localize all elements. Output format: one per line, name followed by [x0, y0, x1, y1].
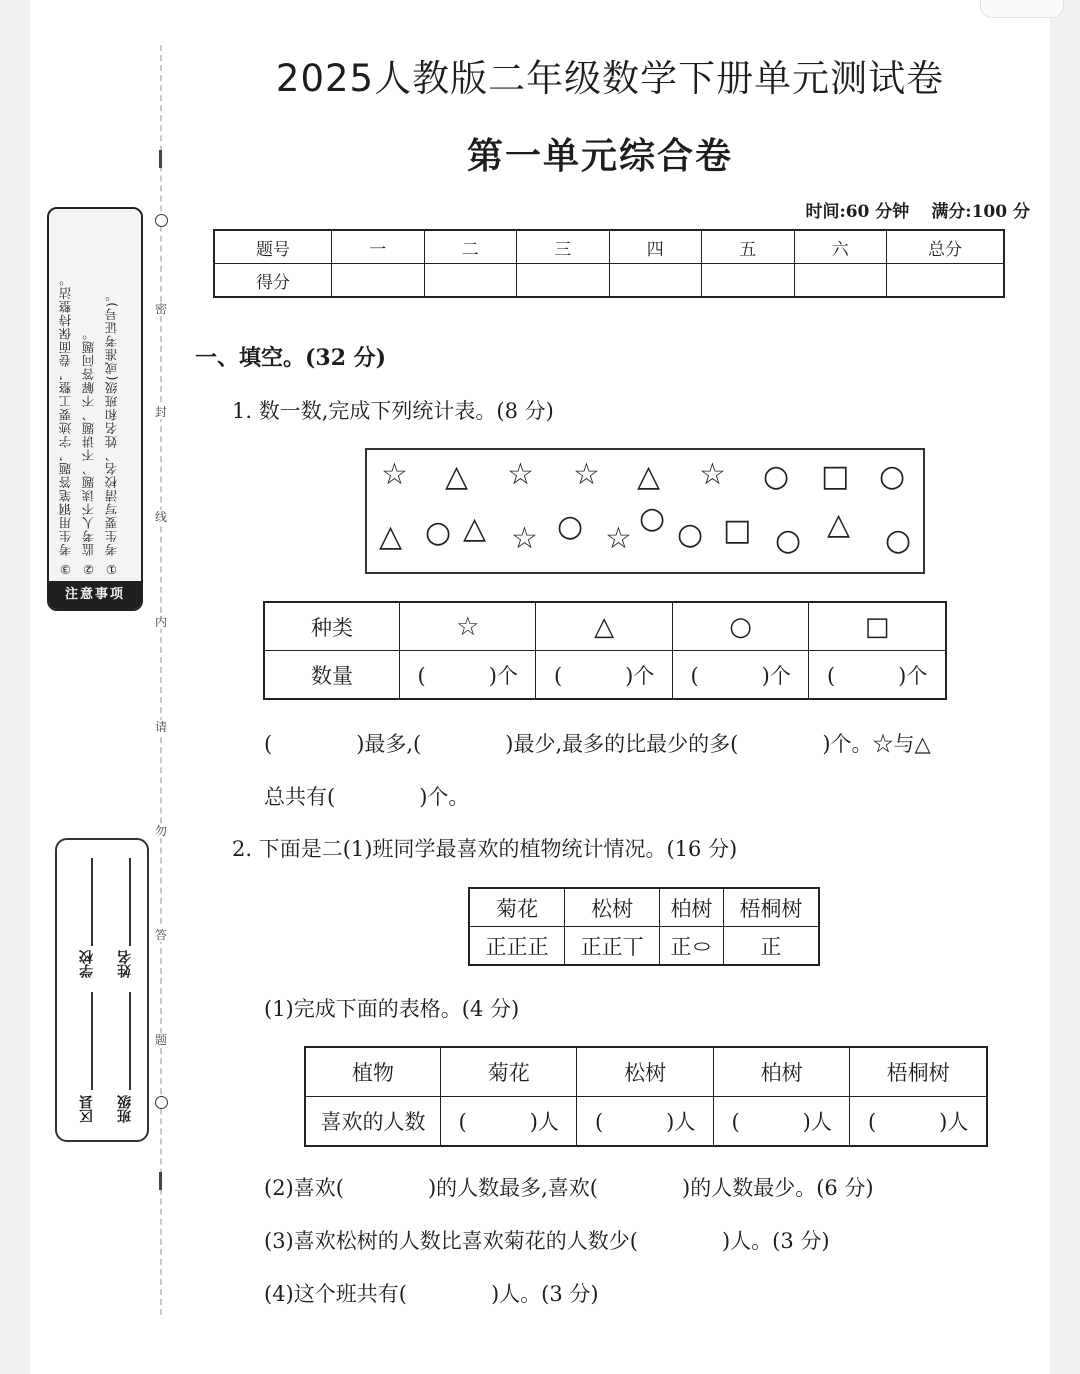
binding-hole: [155, 1096, 168, 1109]
tally-marks: 正㇣: [660, 927, 724, 966]
score-header-cell: 五: [702, 230, 795, 264]
count-blank[interactable]: ( )个: [400, 651, 536, 700]
q2-sub3[interactable]: (3)喜欢松树的人数比喜欢菊花的人数少( )人。(3 分): [264, 1229, 830, 1253]
class-label: 班级: [117, 1095, 133, 1123]
score-cell[interactable]: [794, 264, 887, 298]
plant-name: 柏树: [713, 1047, 849, 1097]
exam-title: 2025人教版二年级数学下册单元测试卷: [275, 57, 945, 100]
name-label: 姓名: [117, 950, 133, 978]
plant-count-row: [305, 1097, 987, 1147]
seal-char: 勿: [154, 824, 167, 838]
tally-header: 松树: [565, 888, 660, 927]
kind-label: 种类: [264, 602, 400, 651]
count-row: [264, 651, 946, 700]
score-table-score-row: [214, 264, 1004, 298]
plant-count-blank[interactable]: ( )人: [441, 1097, 577, 1147]
score-table: [213, 229, 1005, 298]
tally-mark-row: [469, 927, 819, 966]
unit-subtitle: 第一单元综合卷: [466, 135, 733, 177]
tally-marks: 正正丅: [565, 927, 660, 966]
plant-count-label: 喜欢的人数: [305, 1097, 441, 1147]
district-blank[interactable]: [91, 992, 93, 1090]
exam-meta: [740, 197, 1030, 222]
score-header-cell: 二: [424, 230, 517, 264]
score-cell[interactable]: [332, 264, 425, 298]
tally-marks: 正正正: [469, 927, 565, 966]
star-icon: ☆: [400, 602, 536, 651]
tally-header: 菊花: [469, 888, 565, 927]
tally-table: [468, 887, 820, 966]
score-cell[interactable]: [887, 264, 1005, 298]
triangle-icon: △: [536, 602, 672, 651]
q2-sub2[interactable]: (2)喜欢( )的人数最多,喜欢( )的人数最少。(6 分): [264, 1176, 874, 1200]
q1-fill-line-2[interactable]: 总共有( )个。: [264, 785, 470, 809]
square-shape: □: [723, 513, 752, 548]
score-cell[interactable]: [609, 264, 702, 298]
question-1-title: 1. 数一数,完成下列统计表。(8 分): [232, 399, 554, 423]
circle-shape: ○: [425, 515, 452, 550]
school-label: 学校: [79, 950, 95, 978]
section-heading: 一、填空。(32 分): [195, 345, 387, 371]
question-2-title: 2. 下面是二(1)班同学最喜欢的植物统计情况。(16 分): [232, 837, 738, 861]
score-header-cell: 一: [332, 230, 425, 264]
score-cell[interactable]: [517, 264, 610, 298]
binding-tick: [159, 150, 162, 168]
score-cell[interactable]: [424, 264, 517, 298]
class-blank[interactable]: [129, 992, 131, 1090]
star-shape: ☆: [511, 521, 538, 556]
score-cell[interactable]: [702, 264, 795, 298]
district-label: 区县: [79, 1095, 95, 1123]
plant-count-blank[interactable]: ( )人: [577, 1097, 713, 1147]
plant-name: 梧桐树: [850, 1047, 987, 1097]
full-score: 满分:100 分: [931, 202, 1030, 222]
binding-hole: [155, 214, 168, 227]
score-header-cell: 六: [794, 230, 887, 264]
seal-char: 封: [154, 405, 167, 419]
binding-dashed-line: [160, 45, 162, 1315]
seal-char: 题: [154, 1033, 167, 1047]
seal-char: 线: [154, 510, 167, 524]
square-shape: □: [821, 459, 850, 494]
triangle-shape: △: [827, 507, 851, 542]
score-header-cell: 总分: [887, 230, 1005, 264]
shape-box: [365, 448, 925, 574]
score-header-cell: 题号: [214, 230, 332, 264]
notice-box: [47, 207, 143, 611]
name-blank[interactable]: [129, 858, 131, 946]
circle-shape: ○: [639, 501, 666, 536]
circle-shape: ○: [879, 459, 906, 494]
triangle-shape: △: [445, 459, 469, 494]
star-shape: ☆: [381, 457, 408, 492]
score-table-header-row: [214, 230, 1004, 264]
tally-header: 梧桐树: [723, 888, 819, 927]
q2-sub1: (1)完成下面的表格。(4 分): [264, 997, 520, 1021]
notice-label: 注意事项: [49, 581, 141, 609]
circle-shape: ○: [557, 509, 584, 544]
score-header-cell: 四: [609, 230, 702, 264]
star-shape: ☆: [507, 457, 534, 492]
plant-count-blank[interactable]: ( )人: [713, 1097, 849, 1147]
circle-shape: ○: [763, 459, 790, 494]
tally-header-row: [469, 888, 819, 927]
square-icon: □: [809, 602, 946, 651]
count-blank[interactable]: ( )个: [809, 651, 946, 700]
corner-tab: [980, 0, 1064, 18]
seal-char: 请: [154, 720, 167, 734]
triangle-shape: △: [637, 459, 661, 494]
kind-row: [264, 602, 946, 651]
plant-label: 植物: [305, 1047, 441, 1097]
circle-icon: ○: [672, 602, 808, 651]
tally-header: 柏树: [660, 888, 724, 927]
triangle-shape: △: [379, 519, 403, 554]
star-shape: ☆: [573, 457, 600, 492]
time-limit: 时间:60 分钟: [805, 202, 910, 222]
plant-count-table: [304, 1046, 988, 1147]
q2-sub4[interactable]: (4)这个班共有( )人。(3 分): [264, 1282, 599, 1306]
q1-fill-line-1[interactable]: ( )最多,( )最少,最多的比最少的多( )个。☆与△: [264, 732, 931, 756]
plant-row: [305, 1047, 987, 1097]
circle-shape: ○: [885, 523, 912, 558]
student-info-box: [55, 838, 149, 1142]
seal-char: 内: [154, 615, 167, 629]
shape-count-table: [263, 601, 947, 700]
notice-line: ① 考生要写清校名、姓名和班级(或准考证号)。: [104, 287, 119, 577]
plant-count-blank[interactable]: ( )人: [850, 1097, 987, 1147]
school-blank[interactable]: [91, 858, 93, 946]
circle-shape: ○: [775, 523, 802, 558]
notice-line: ③ 考生用钢笔答题，字迹要工整，卷面保持整洁。: [58, 272, 73, 577]
triangle-shape: △: [463, 511, 487, 546]
tally-marks: 正: [723, 927, 819, 966]
star-shape: ☆: [699, 457, 726, 492]
circle-shape: ○: [677, 517, 704, 552]
star-shape: ☆: [605, 521, 632, 556]
count-blank[interactable]: ( )个: [536, 651, 672, 700]
notice-body: [49, 209, 141, 581]
binding-tick: [159, 1172, 162, 1190]
notice-line: ② 监考人不读题、不讲题、不解答问题。: [81, 326, 96, 577]
score-row-label: 得分: [214, 264, 332, 298]
score-header-cell: 三: [517, 230, 610, 264]
plant-name: 松树: [577, 1047, 713, 1097]
seal-char: 答: [154, 928, 167, 942]
count-label: 数量: [264, 651, 400, 700]
plant-name: 菊花: [441, 1047, 577, 1097]
count-blank[interactable]: ( )个: [672, 651, 808, 700]
seal-char: 密: [154, 302, 167, 316]
